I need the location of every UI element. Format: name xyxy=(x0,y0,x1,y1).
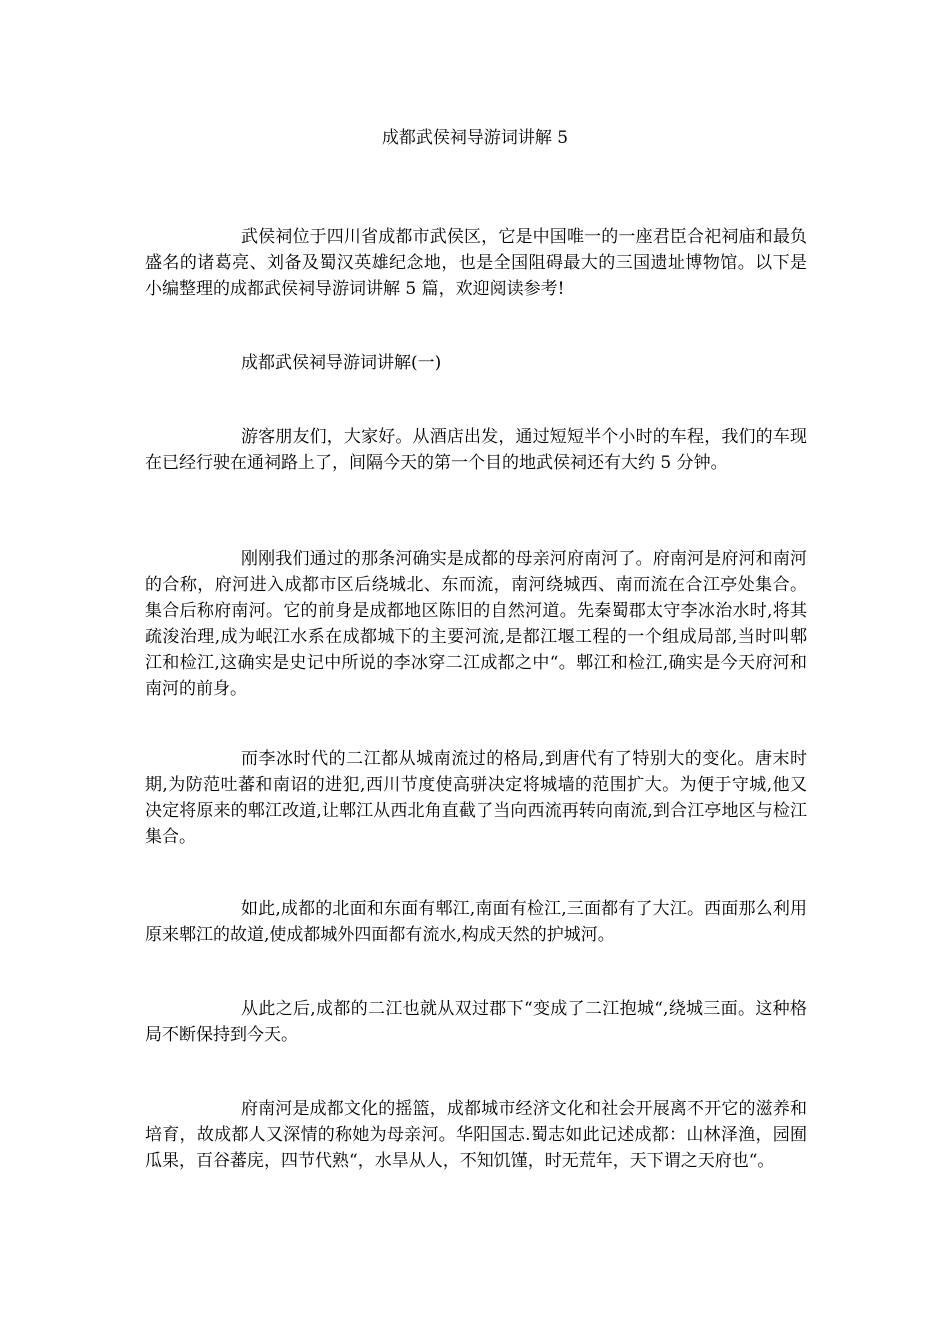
body-paragraph-5: 从此之后,成都的二江也就从双过郡下“变成了二江抱城“,绕城三面。这种格局不断保持到今天。 xyxy=(145,999,807,1045)
document-title: 成都武侯祠导游词讲解 5 xyxy=(381,128,569,148)
body-paragraph-1: 游客朋友们，大家好。从酒店出发，通过短短半个小时的车程，我们的车现在已经行驶在通祠路上了，间隔今天的第一个目的地武侯祠还有大约 5 分钟。 xyxy=(145,427,807,473)
intro-paragraph: 武侯祠位于四川省成都市武侯区，它是中国唯一的一座君臣合祀祠庙和最负盛名的诸葛亮、刘备及蜀汉英雄纪念地，也是全国阻碍最大的三国遗址博物馆。以下是小编整理的成都武侯祠导游词讲解 5 篇，欢迎阅读参考! xyxy=(145,227,807,299)
section-heading: 成都武侯祠导游词讲解(一) xyxy=(241,353,442,373)
body-paragraph-4: 如此,成都的北面和东面有郫江,南面有检江,三面都有了大江。西面那么利用原来郫江的故道,使成都城外四面都有流水,构成天然的护城河。 xyxy=(145,899,807,945)
body-paragraph-6: 府南河是成都文化的摇篮，成都城市经济文化和社会开展离不开它的滋养和培育，故成都人又深情的称她为母亲河。华阳国志.蜀志如此记述成都：山林泽渔，园囿瓜果，百谷蕃庑，四节代熟“，水旱从人，不知饥馑，时无荒年，天下谓之天府也“。 xyxy=(145,1099,807,1171)
body-paragraph-2: 刚刚我们通过的那条河确实是成都的母亲河府南河了。府南河是府河和南河的合称，府河进入成都市区后绕城北、东而流，南河绕城西、南而流在合江亭处集合。集合后称府南河。它的前身是成都地区陈旧的自然河道。先秦蜀郡太守李冰治水时,将其疏浚治理,成为岷江水系在成都城下的主要河流,是都江堰工程的一个组成局部,当时叫郫江和检江,这确实是史记中所说的李冰穿二江成都之中“。郫江和检江,确实是今天府河和南河的前身。 xyxy=(145,549,807,699)
body-paragraph-3: 而李冰时代的二江都从城南流过的格局,到唐代有了特别大的变化。唐末时期,为防范吐蕃和南诏的进犯,西川节度使高骈决定将城墙的范围扩大。为便于守城,他又决定将原来的郫江改道,让郫江从西北角直截了当向西流再转向南流,到合江亭地区与检江集合。 xyxy=(145,749,807,847)
